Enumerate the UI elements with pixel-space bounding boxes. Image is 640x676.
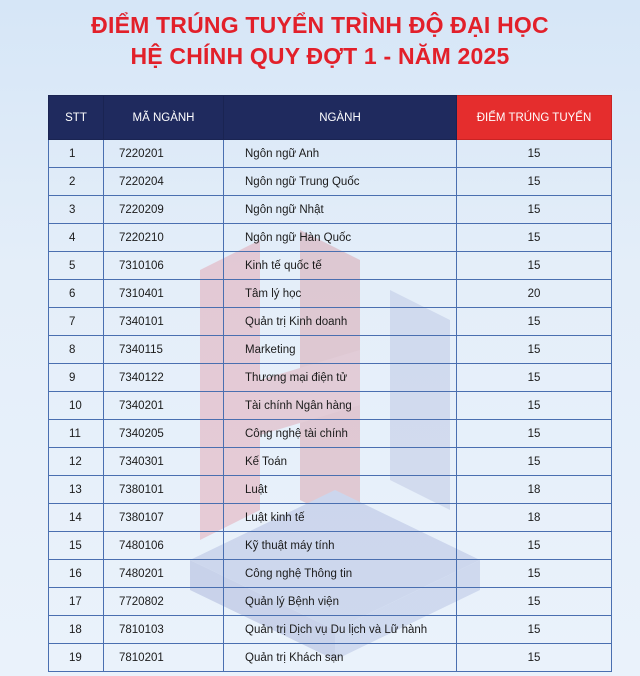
cell-major-name: Luật kinh tế: [224, 504, 457, 532]
cell-major-name: Công nghệ Thông tin: [224, 560, 457, 588]
table-row: [49, 420, 612, 448]
cell-major-name: Quản trị Kinh doanh: [224, 308, 457, 336]
cell-stt: 12: [49, 448, 104, 476]
cell-major-code: 7220201: [104, 140, 224, 168]
cell-score: 15: [457, 168, 612, 196]
cell-score: 18: [457, 476, 612, 504]
cell-stt: 9: [49, 364, 104, 392]
cell-score: 15: [457, 588, 612, 616]
header-major-code: MÃ NGÀNH: [104, 96, 224, 140]
cell-major-code: 7310106: [104, 252, 224, 280]
cell-major-code: 7380107: [104, 504, 224, 532]
table-row: [49, 252, 612, 280]
cell-stt: 10: [49, 392, 104, 420]
cell-major-name: Ngôn ngữ Nhật: [224, 196, 457, 224]
table-row: [49, 616, 612, 644]
cell-major-code: 7220204: [104, 168, 224, 196]
cell-stt: 3: [49, 196, 104, 224]
table-row: [49, 644, 612, 672]
cell-major-code: 7340205: [104, 420, 224, 448]
cell-score: 15: [457, 252, 612, 280]
table-row: [49, 448, 612, 476]
table-row: [49, 560, 612, 588]
cell-major-code: 7340115: [104, 336, 224, 364]
cell-stt: 5: [49, 252, 104, 280]
cell-stt: 6: [49, 280, 104, 308]
cell-major-name: Kỹ thuật máy tính: [224, 532, 457, 560]
table-row: [49, 140, 612, 168]
cell-major-code: 7810103: [104, 616, 224, 644]
cell-major-name: Thương mại điện tử: [224, 364, 457, 392]
header-admission-score: ĐIỂM TRÚNG TUYỂN: [457, 96, 612, 140]
cell-major-name: Kinh tế quốc tế: [224, 252, 457, 280]
cell-stt: 11: [49, 420, 104, 448]
cell-score: 15: [457, 392, 612, 420]
cell-stt: 17: [49, 588, 104, 616]
cell-major-name: Quản trị Dịch vụ Du lịch và Lữ hành: [224, 616, 457, 644]
cell-score: 15: [457, 616, 612, 644]
cell-stt: 18: [49, 616, 104, 644]
cell-stt: 13: [49, 476, 104, 504]
cell-score: 20: [457, 280, 612, 308]
table-row: [49, 280, 612, 308]
cell-score: 15: [457, 532, 612, 560]
header-stt: STT: [49, 96, 104, 140]
cell-major-name: Ngôn ngữ Hàn Quốc: [224, 224, 457, 252]
cell-major-code: 7810201: [104, 644, 224, 672]
cell-major-code: 7380101: [104, 476, 224, 504]
cell-major-code: 7720802: [104, 588, 224, 616]
table-header-row: [49, 96, 612, 140]
cell-major-name: Tâm lý học: [224, 280, 457, 308]
cell-major-name: Quản trị Khách sạn: [224, 644, 457, 672]
cell-score: 15: [457, 224, 612, 252]
table-row: [49, 224, 612, 252]
title-line-1: ĐIỂM TRÚNG TUYỂN TRÌNH ĐỘ ĐẠI HỌC: [91, 12, 549, 38]
cell-major-name: Tài chính Ngân hàng: [224, 392, 457, 420]
cell-score: 18: [457, 504, 612, 532]
cell-major-code: 7340101: [104, 308, 224, 336]
table-body: [49, 140, 612, 672]
cell-major-name: Luật: [224, 476, 457, 504]
table-row: [49, 532, 612, 560]
cell-major-code: 7220210: [104, 224, 224, 252]
cell-score: 15: [457, 140, 612, 168]
cell-stt: 7: [49, 308, 104, 336]
cell-score: 15: [457, 560, 612, 588]
cell-score: 15: [457, 196, 612, 224]
cell-major-code: 7340201: [104, 392, 224, 420]
admission-score-table: [48, 95, 612, 672]
cell-major-code: 7220209: [104, 196, 224, 224]
cell-stt: 15: [49, 532, 104, 560]
cell-stt: 2: [49, 168, 104, 196]
cell-major-name: Quản lý Bệnh viện: [224, 588, 457, 616]
table-row: [49, 308, 612, 336]
cell-major-code: 7340301: [104, 448, 224, 476]
page-title: [0, 10, 640, 72]
cell-score: 15: [457, 364, 612, 392]
cell-stt: 8: [49, 336, 104, 364]
cell-major-name: Marketing: [224, 336, 457, 364]
cell-stt: 19: [49, 644, 104, 672]
table-row: [49, 364, 612, 392]
table-row: [49, 392, 612, 420]
cell-major-name: Ngôn ngữ Trung Quốc: [224, 168, 457, 196]
title-line-2: HỆ CHÍNH QUY ĐỢT 1 - NĂM 2025: [130, 43, 510, 69]
cell-score: 15: [457, 420, 612, 448]
table-row: [49, 168, 612, 196]
cell-major-code: 7310401: [104, 280, 224, 308]
table-row: [49, 476, 612, 504]
cell-major-name: Kế Toán: [224, 448, 457, 476]
cell-stt: 1: [49, 140, 104, 168]
cell-major-code: 7480106: [104, 532, 224, 560]
header-major-name: NGÀNH: [224, 96, 457, 140]
table-row: [49, 336, 612, 364]
table-row: [49, 504, 612, 532]
cell-score: 15: [457, 336, 612, 364]
cell-stt: 14: [49, 504, 104, 532]
cell-score: 15: [457, 448, 612, 476]
cell-major-name: Ngôn ngữ Anh: [224, 140, 457, 168]
cell-score: 15: [457, 308, 612, 336]
cell-score: 15: [457, 644, 612, 672]
cell-major-code: 7340122: [104, 364, 224, 392]
table-row: [49, 196, 612, 224]
cell-major-name: Công nghệ tài chính: [224, 420, 457, 448]
cell-stt: 16: [49, 560, 104, 588]
cell-major-code: 7480201: [104, 560, 224, 588]
cell-stt: 4: [49, 224, 104, 252]
table-row: [49, 588, 612, 616]
